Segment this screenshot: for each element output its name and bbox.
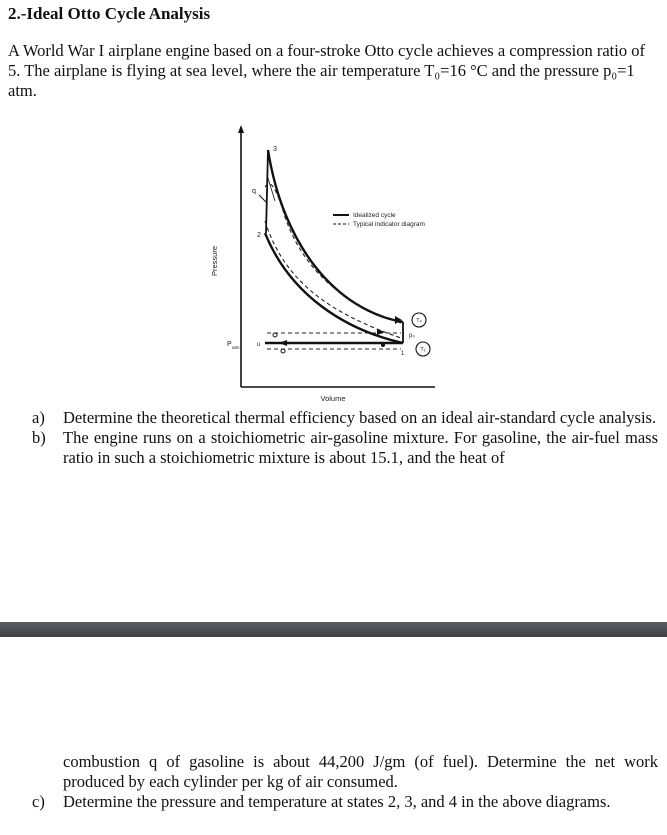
legend-dashed-label: Typical indicator diagram: [353, 221, 425, 228]
pv-diagram: [205, 125, 485, 405]
y-axis-arrow: [238, 125, 244, 133]
legend-solid-label: Idealized cycle: [353, 212, 396, 219]
question-a-label: a): [32, 408, 45, 427]
idealized-heat-addition-line: [266, 150, 268, 233]
indicator-point-b: [281, 349, 285, 353]
state-2-label: 2: [257, 232, 261, 239]
question-b-label: b): [32, 428, 46, 447]
question-list-upper: [8, 408, 658, 468]
heat-input-label: q: [252, 188, 256, 195]
state-4-circle-label: T₄: [416, 318, 422, 324]
state-1-circle-label: T₁: [420, 347, 426, 353]
question-a: [8, 408, 658, 428]
p0-label: p₀: [409, 333, 415, 339]
idealized-expansion-curve: [268, 150, 403, 322]
question-b-text: The engine runs on a stoichiometric air-gasoline mixture. For gasoline, the air-fuel mass ratio in such a stoichiometric mixture is about 15.1, and the heat of: [63, 428, 658, 467]
question-c-label: c): [32, 792, 45, 811]
question-list-lower: [8, 752, 658, 812]
y-axis-label: Pressure: [210, 245, 219, 277]
exhaust-arrow: [377, 329, 385, 335]
question-b-continued-text: combustion q of gasoline is about 44,200 J/gm (of fuel). Determine the net work produced by each cylinder per kg of air consumed.: [63, 752, 658, 791]
question-b: [8, 428, 658, 468]
intake-arrow: [279, 340, 287, 346]
indicator-point-c: [381, 343, 385, 347]
question-b-continued: [8, 752, 658, 792]
page-break-divider: [0, 622, 667, 637]
pv-diagram-figure: [205, 125, 485, 405]
x-axis-label: Volume: [320, 394, 346, 403]
state-u-label: u: [257, 342, 261, 348]
state-3-label: 3: [273, 146, 277, 153]
question-a-text: Determine the theoretical thermal efficiency based on an ideal air-standard cycle analysis.: [63, 408, 657, 427]
problem-intro: A World War I airplane engine based on a four-stroke Otto cycle achieves a compression ratio of 5. The airplane is flying at sea level, where the air temperature T₀=16 °C and the pressure p₀=1 atm.: [8, 41, 645, 100]
question-c: [8, 792, 658, 812]
state-1-label: 1: [401, 351, 405, 357]
p-atm-label: P: [227, 341, 232, 348]
indicator-expansion-curve: [265, 184, 401, 323]
question-c-text: Determine the pressure and temperature at states 2, 3, and 4 in the above diagrams.: [63, 792, 611, 811]
heat-input-arrow: [259, 195, 267, 203]
indicator-compression-curve: [265, 221, 401, 338]
section-heading: 2.-Ideal Otto Cycle Analysis: [8, 4, 211, 23]
indicator-point-a: [273, 333, 277, 337]
p-atm-subscript: atm: [232, 345, 240, 350]
